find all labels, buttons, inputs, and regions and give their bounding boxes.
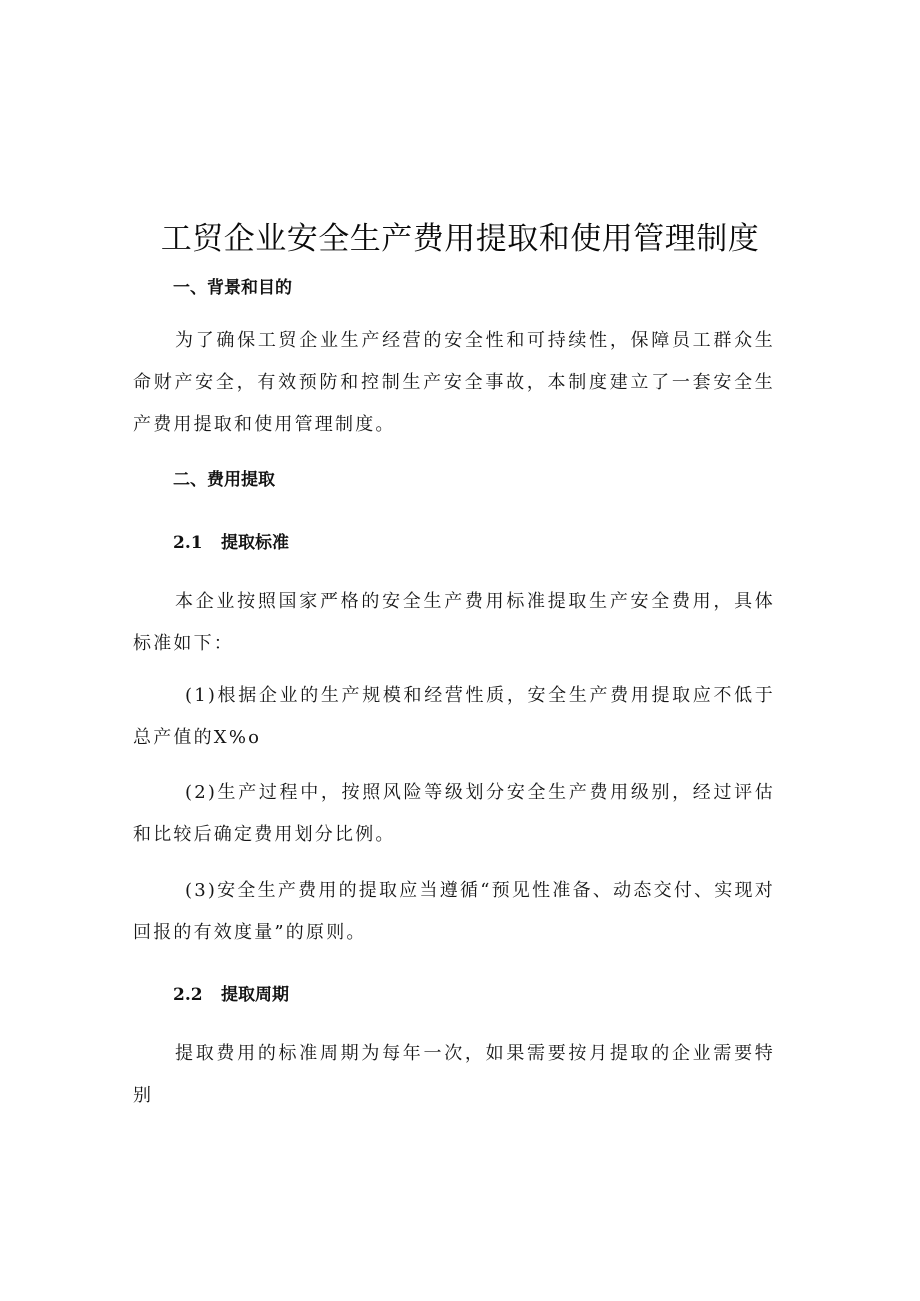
list-item: (3)安全生产费用的提取应当遵循“预见性准备、动态交付、实现对回报的有效度量”的原则。 — [133, 880, 775, 943]
list-item: (1)根据企业的生产规模和经营性质，安全生产费用提取应不低于总产值的X%o — [133, 685, 775, 748]
subsection-heading-2-2 — [173, 980, 289, 1010]
subsection-number: 2.1 — [173, 533, 203, 553]
paragraph-background: 为了确保工贸企业生产经营的安全性和可持续性，保障员工群众生命财产安全，有效预防和控制生产安全事故，本制度建立了一套安全生产费用提取和使用管理制度。 — [133, 330, 775, 435]
section-heading-fee-extraction: 二、费用提取 — [173, 470, 275, 490]
subsection-heading-2-1 — [173, 528, 289, 558]
subsection-number: 2.2 — [173, 985, 203, 1005]
section-heading-background: 一、背景和目的 — [173, 278, 292, 298]
paragraph-extraction-period — [133, 1033, 775, 1159]
subsection-title: 提取标准 — [221, 533, 289, 553]
list-item: (2)生产过程中，按照风险等级划分安全生产费用级别，经过评估和比较后确定费用划分比例。 — [133, 782, 775, 845]
document-title: 工贸企业安全生产费用提取和使用管理制度 — [160, 221, 760, 257]
paragraph-text: 提取费用的标准周期为每年一次，如果需要按月提取的企业需要特别 — [133, 1043, 775, 1106]
paragraph-standard-intro: 本企业按照国家严格的安全生产费用标准提取生产安全费用，具体标准如下： — [133, 591, 775, 654]
subsection-title: 提取周期 — [221, 985, 289, 1005]
